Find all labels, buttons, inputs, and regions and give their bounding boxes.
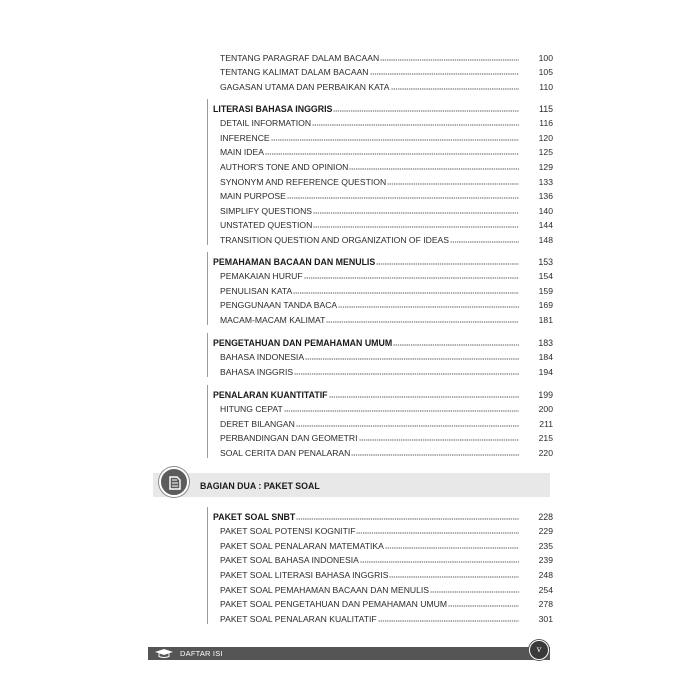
toc-page-number: 115 [538,103,553,114]
toc-chapter-entry[interactable] [207,252,553,267]
toc-entry-label: DETAIL INFORMATION [220,118,312,129]
toc-page-number: 194 [538,366,553,377]
toc-page-number: 239 [538,555,553,566]
toc-page-number: 129 [538,161,553,172]
toc-subentry[interactable] [207,595,553,610]
toc-subentry[interactable] [207,536,553,551]
dot-leader [294,369,519,375]
toc-entry-label: PENALARAN KUANTITATIF [213,389,328,400]
toc-page-number: 140 [538,205,553,216]
dot-leader [389,572,519,578]
toc-entry-label: MACAM-MACAM KALIMAT [220,314,326,325]
dot-leader [360,557,519,563]
dot-leader [359,435,519,441]
dot-leader [296,421,519,427]
dot-leader [380,55,519,61]
dot-leader [304,273,519,279]
toc-subentry[interactable] [207,48,553,63]
toc-subentry[interactable] [207,267,553,282]
toc-subentry[interactable] [207,310,553,325]
toc-page-number: 144 [538,220,553,231]
toc-page-number: 248 [538,569,553,580]
toc-page-number: 183 [538,337,553,348]
toc-page-number: 235 [538,540,553,551]
toc-entry-label: BAHASA INDONESIA [220,352,305,363]
toc-page-number: 200 [538,404,553,415]
dot-leader [393,340,519,346]
graduation-cap-icon [153,648,175,659]
toc-subentry[interactable] [207,281,553,296]
toc-entry-label: UNSTATED QUESTION [220,220,313,231]
toc-entry-label: TENTANG KALIMAT DALAM BACAAN [220,67,369,78]
toc-chapter-entry[interactable] [207,99,553,114]
page-number-badge: v [529,640,549,660]
dot-leader [312,120,519,126]
toc-entry-label: PENGETAHUAN DAN PEMAHAMAN UMUM [213,337,393,348]
toc-entry-label: MAIN PURPOSE [220,191,286,202]
toc-subentry[interactable] [207,63,553,78]
toc-entry-label: BAHASA INGGRIS [220,366,294,377]
toc-chapter-entry[interactable] [207,385,553,400]
toc-subentry[interactable] [207,230,553,245]
toc-page-number: 154 [538,271,553,282]
toc-entry-label: GAGASAN UTAMA DAN PERBAIKAN KATA [220,81,390,92]
dot-leader [305,354,519,360]
toc-entry-label: PAKET SOAL PENGETAHUAN DAN PEMAHAMAN UMUM [220,599,447,610]
section-title: BAGIAN DUA : PAKET SOAL [200,481,320,491]
toc-entry-label: TENTANG PARAGRAF DALAM BACAAN [220,52,380,63]
dot-leader [387,179,519,185]
toc-subentry[interactable] [207,414,553,429]
toc-entry-label: PEMAHAMAN BACAAN DAN MENULIS [213,256,376,267]
toc-entry-label: PAKET SOAL PENALARAN KUALITATIF [220,613,377,624]
toc-block-pemahaman-bacaan [207,252,553,325]
dot-leader [333,106,519,112]
dot-leader [376,259,519,265]
book-icon [159,467,189,497]
toc-page-number: 136 [538,191,553,202]
toc-entry-label: PAKET SOAL PEMAHAMAN BACAAN DAN MENULIS [220,584,430,595]
dot-leader [391,84,519,90]
toc-page-number: 199 [538,389,553,400]
toc-page-number: 125 [538,147,553,158]
toc-entry-label: PAKET SOAL POTENSI KOGNITIF [220,526,356,537]
toc-subentry[interactable] [207,114,553,129]
dot-leader [430,587,519,593]
toc-subentry[interactable] [207,157,553,172]
toc-page-number: 220 [538,447,553,458]
toc-entry-label: PAKET SOAL PENALARAN MATEMATIKA [220,540,384,551]
dot-leader [351,450,519,456]
toc-subentry[interactable] [207,201,553,216]
toc-page-number: 184 [538,352,553,363]
toc-page-number: 228 [538,511,553,522]
dot-leader [287,193,519,199]
dot-leader [385,543,519,549]
toc-page-number: 116 [539,118,553,129]
toc-block-penalaran-kuantitatif [207,385,553,458]
dot-leader [448,601,519,607]
toc-page-number: 169 [538,300,553,311]
toc-subentry[interactable] [207,522,553,537]
dot-leader [349,164,519,170]
toc-page-number: 301 [538,613,553,624]
toc-page-number: 120 [538,132,553,143]
toc-page-number: 181 [538,314,553,325]
toc-block-literasi-inggris [207,99,553,245]
toc-subentry[interactable] [207,443,553,458]
footer-title: DAFTAR ISI [180,649,223,658]
toc-page-number: 153 [538,256,553,267]
dot-leader [329,392,519,398]
toc-entry-label: PAKET SOAL SNBT [213,511,296,522]
dot-leader [356,528,519,534]
toc-page-number: 133 [538,176,553,187]
dot-leader [313,208,519,214]
toc-subentry[interactable] [207,429,553,444]
toc-subentry[interactable] [207,187,553,202]
toc-subentry[interactable] [207,128,553,143]
toc-entry-label: MAIN IDEA [220,147,264,158]
dot-leader [265,149,519,155]
toc-block-top [207,48,553,92]
toc-entry-label: PEMAKAIAN HURUF [220,271,303,282]
toc-entry-label: PAKET SOAL BAHASA INDONESIA [220,555,359,566]
toc-entry-label: DERET BILANGAN [220,418,295,429]
toc-entry-label: SYNONYM AND REFERENCE QUESTION [220,176,387,187]
toc-subentry[interactable] [207,172,553,187]
dot-leader [378,616,519,622]
toc-page-number: 215 [538,433,553,444]
toc-page-number: 278 [538,599,553,610]
toc-block-pengetahuan-umum [207,333,553,377]
toc-entry-label: SOAL CERITA DAN PENALARAN [220,447,351,458]
toc-entry-label: LITERASI BAHASA INGGRIS [213,103,333,114]
toc-page-number: 105 [538,67,553,78]
toc-subentry[interactable] [207,580,553,595]
toc-page-number: 254 [538,584,553,595]
toc-entry-label: HITUNG CEPAT [220,404,283,415]
toc-subentry[interactable] [207,400,553,415]
toc-subentry[interactable] [207,551,553,566]
dot-leader [450,237,519,243]
toc-subentry[interactable] [207,143,553,158]
toc-entry-label: TRANSITION QUESTION AND ORGANIZATION OF IDEAS [220,234,450,245]
toc-page-number: 110 [539,81,553,92]
toc-entry-label: INFERENCE [220,132,270,143]
dot-leader [326,317,519,323]
toc-entry-label: PENGGUNAAN TANDA BACA [220,300,338,311]
toc-subentry[interactable] [207,296,553,311]
dot-leader [370,69,519,75]
toc-chapter-entry[interactable] [207,333,553,348]
dot-leader [338,302,519,308]
toc-subentry[interactable] [207,216,553,231]
toc-subentry[interactable] [207,565,553,580]
toc-subentry[interactable] [207,348,553,363]
toc-page-number: 211 [539,418,553,429]
toc-subentry[interactable] [207,77,553,92]
dot-leader [313,222,519,228]
toc-page-number: 159 [538,285,553,296]
toc-page-number: 148 [538,234,553,245]
toc-block-paket-soal [207,507,553,624]
dot-leader [296,514,519,520]
toc-entry-label: PERBANDINGAN DAN GEOMETRI [220,433,358,444]
toc-entry-label: PENULISAN KATA [220,285,293,296]
toc-entry-label: SIMPLIFY QUESTIONS [220,205,313,216]
dot-leader [271,135,519,141]
toc-subentry[interactable] [207,362,553,377]
dot-leader [284,406,519,412]
toc-entry-label: PAKET SOAL LITERASI BAHASA INGGRIS [220,569,389,580]
toc-subentry[interactable] [207,609,553,624]
toc-entry-label: AUTHOR'S TONE AND OPINION [220,161,349,172]
toc-page-number: 229 [538,526,553,537]
toc-chapter-entry[interactable] [207,507,553,522]
dot-leader [293,288,519,294]
toc-page-number: 100 [538,52,553,63]
